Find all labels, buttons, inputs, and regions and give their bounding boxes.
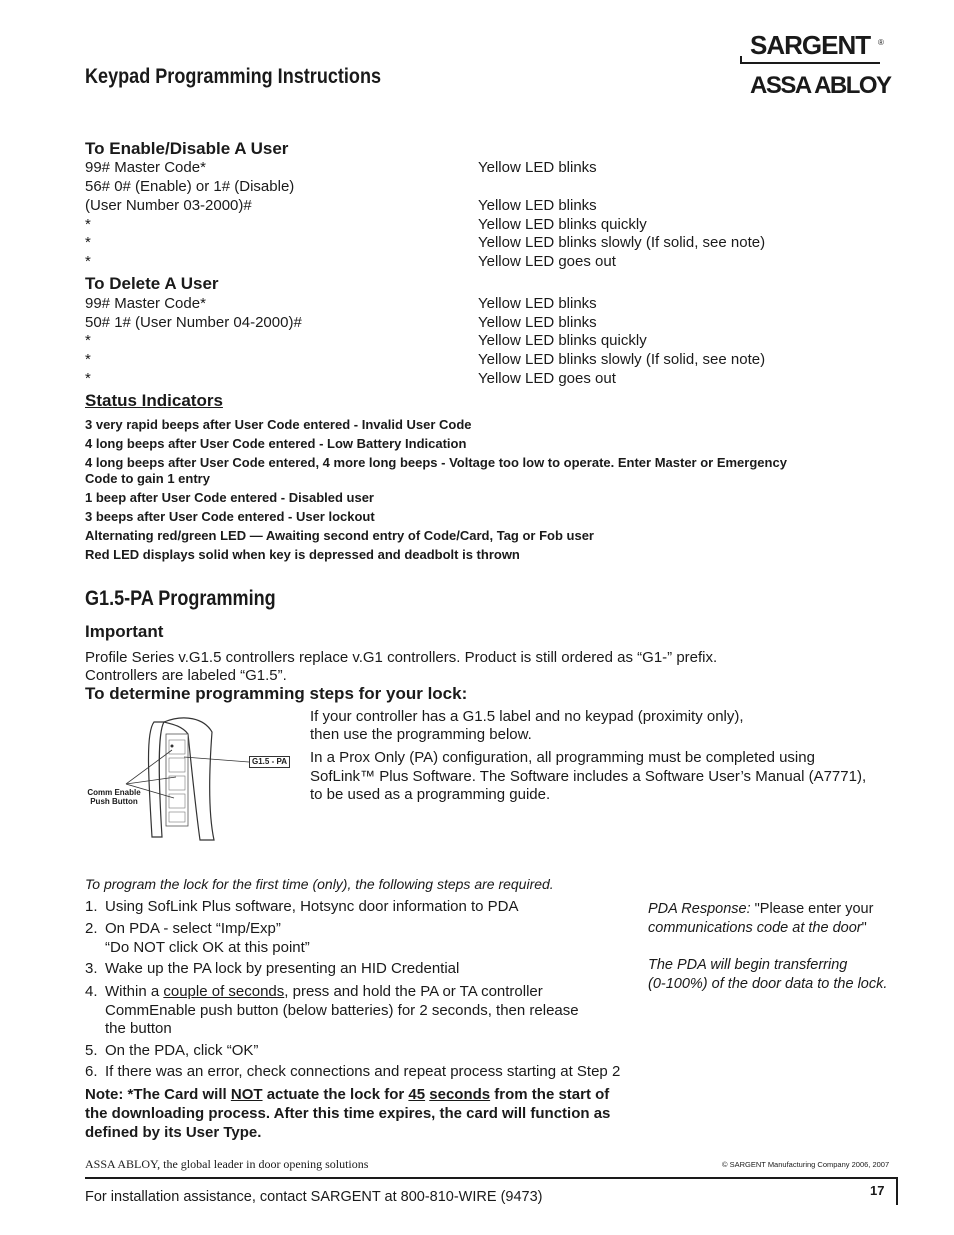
controller-illustration (84, 712, 299, 842)
step-text-block (105, 920, 635, 957)
footer-contact: For installation assistance, contact SARGENT at 800-810-WIRE (9473) (85, 1189, 543, 1205)
enable-disable-heading: To Enable/Disable A User (85, 139, 289, 158)
response-cell: Yellow LED blinks quickly (478, 216, 647, 233)
step-cell: (User Number 03-2000)# (85, 197, 252, 214)
note-emphasis: NOT (230, 1086, 263, 1103)
pda-response-quote: communications code at the door (648, 919, 862, 936)
response-cell: Yellow LED goes out (478, 370, 616, 387)
pda-response-label: PDA Response: (648, 901, 755, 917)
g15-para2-line1: In a Prox Only (PA) configuration, all programming must be completed using (310, 749, 815, 766)
footer-divider-tick (896, 1177, 898, 1205)
g15-para2-line3: to be used as a programming guide. (310, 786, 551, 803)
page-number: 17 (870, 1183, 885, 1198)
status-item: 3 very rapid beeps after User Code entered - Invalid User Code (85, 417, 472, 432)
step-text: the button (105, 1020, 172, 1037)
step-number: 5. (85, 1042, 98, 1059)
delete-user-heading: To Delete A User (85, 274, 219, 293)
table-row (85, 159, 885, 178)
footer-divider (85, 1177, 898, 1179)
figure-callout (84, 788, 144, 806)
status-item: 4 long beeps after User Code entered - Low Battery Indication (85, 436, 467, 451)
step-text: On the PDA, click “OK” (105, 1042, 259, 1059)
response-cell: Yellow LED goes out (478, 253, 616, 270)
response-cell: Yellow LED blinks quickly (478, 332, 647, 349)
step-cell: 50# 1# (User Number 04-2000)# (85, 314, 302, 331)
pda-transfer-line: (0-100%) of the door data to the lock. (648, 975, 888, 992)
response-cell: Yellow LED blinks slowly (If solid, see note) (478, 234, 766, 251)
note-text: actuate the lock for (262, 1086, 409, 1103)
step-cell: * (85, 234, 91, 251)
footer-copyright: © SARGENT Manufacturing Company 2006, 2007 (722, 1160, 890, 1169)
list-item (85, 983, 635, 1039)
table-row (85, 253, 885, 272)
step-text: , press and hold the PA or TA controller (284, 983, 543, 1000)
table-row (85, 216, 885, 235)
pda-response-quote: "Please enter your (754, 901, 874, 917)
step-number: 2. (85, 920, 98, 937)
status-item: 1 beep after User Code entered - Disabled user (85, 490, 374, 505)
logo-parent: ASSA ABLOY (750, 72, 891, 99)
response-cell: Yellow LED blinks (478, 295, 597, 312)
note-text: the downloading process. After this time expires, the card will function as (85, 1105, 611, 1122)
note-emphasis: seconds (429, 1086, 491, 1103)
step-text-line (105, 983, 635, 1002)
page-title: Keypad Programming Instructions (85, 65, 382, 88)
table-row (85, 332, 885, 351)
pda-transfer-note (648, 956, 887, 993)
step-text: Within a (105, 983, 164, 1000)
note-text: from the start of (490, 1086, 610, 1103)
figure-callout-line: Push Button (90, 797, 138, 806)
download-note (85, 1085, 655, 1142)
table-row (85, 295, 885, 314)
step-cell: 99# Master Code* (85, 295, 206, 312)
logo-divider (740, 62, 880, 64)
step-text-block (105, 983, 635, 1039)
step-cell: 99# Master Code* (85, 159, 206, 176)
g15-para2-line2: SofLink™ Plus Software. The Software includes a Software User’s Manual (A7771), (310, 768, 867, 785)
table-row (85, 314, 885, 333)
important-text-line1: Profile Series v.G1.5 controllers replace v.G1 controllers. Product is still ordered as “G1-” prefix. (85, 649, 718, 666)
figure-label: G1.5 - PA (249, 756, 290, 768)
response-cell: Yellow LED blinks (478, 159, 597, 176)
logo-brand: SARGENT (750, 30, 871, 60)
logo-divider-tick (740, 56, 742, 64)
logo-registered-mark: ® (878, 38, 884, 47)
step-number: 6. (85, 1063, 98, 1080)
g15-para1-line2: then use the programming below. (310, 726, 532, 743)
step-cell: * (85, 332, 91, 349)
emphasis-text: couple of seconds (163, 983, 285, 1000)
table-row (85, 178, 885, 197)
table-row (85, 370, 885, 389)
list-item (85, 920, 635, 958)
figure-callout-line: Comm Enable (87, 788, 141, 797)
status-item: Red LED displays solid when key is depressed and deadbolt is thrown (85, 547, 520, 562)
step-text: Using SofLink Plus software, Hotsync door information to PDA (105, 898, 519, 915)
step-text: On PDA - select “Imp/Exp” (105, 920, 281, 937)
table-row (85, 351, 885, 370)
response-cell: Yellow LED blinks (478, 314, 597, 331)
step-text: “Do NOT click OK at this point” (105, 938, 310, 956)
important-heading: Important (85, 622, 164, 641)
note-line (85, 1085, 655, 1104)
pda-response-note (648, 900, 873, 937)
step-cell: * (85, 253, 91, 270)
sargent-logo (740, 30, 890, 105)
status-item: 3 beeps after User Code entered - User lockout (85, 509, 375, 524)
pda-response-line (648, 900, 873, 919)
step-cell: 56# 0# (Enable) or 1# (Disable) (85, 178, 295, 195)
status-indicators-heading: Status Indicators (85, 391, 223, 410)
footer-tagline: ASSA ABLOY, the global leader in door opening solutions (85, 1157, 369, 1171)
table-row (85, 197, 885, 216)
step-number: 3. (85, 960, 98, 977)
determine-steps-heading: To determine programming steps for your lock: (85, 684, 468, 703)
status-item: Code to gain 1 entry (85, 471, 210, 486)
step-text: If there was an error, check connections and repeat process starting at Step 2 (105, 1063, 621, 1080)
step-cell: * (85, 370, 91, 387)
response-cell: Yellow LED blinks slowly (If solid, see note) (478, 351, 766, 368)
pda-transfer-line: The PDA will begin transferring (648, 957, 848, 973)
note-text: defined by its User Type. (85, 1124, 262, 1141)
note-emphasis: 45 (408, 1086, 426, 1103)
table-row (85, 234, 885, 253)
step-cell: * (85, 351, 91, 368)
g15-para1-line1: If your controller has a G1.5 label and no keypad (proximity only), (310, 708, 744, 725)
important-text-line2: Controllers are labeled “G1.5”. (85, 667, 287, 684)
step-number: 1. (85, 898, 98, 915)
procedure-intro: To program the lock for the first time (only), the following steps are required. (85, 876, 554, 892)
step-number: 4. (85, 983, 98, 1000)
step-text: CommEnable push button (below batteries) for 2 seconds, then release (105, 1001, 579, 1019)
controller-figure (84, 712, 299, 842)
note-text: Note: *The Card will (85, 1086, 231, 1103)
g15-section-title: G1.5-PA Programming (85, 587, 276, 610)
step-text: Wake up the PA lock by presenting an HID Credential (105, 960, 460, 977)
status-item: 4 long beeps after User Code entered, 4 more long beeps - Voltage too low to operate. Enter Master or Emergency (85, 455, 787, 470)
pda-response-quote-end: " (861, 919, 867, 936)
status-item: Alternating red/green LED — Awaiting second entry of Code/Card, Tag or Fob user (85, 528, 594, 543)
step-cell: * (85, 216, 91, 233)
pda-response-line (648, 919, 873, 938)
response-cell: Yellow LED blinks (478, 197, 597, 214)
